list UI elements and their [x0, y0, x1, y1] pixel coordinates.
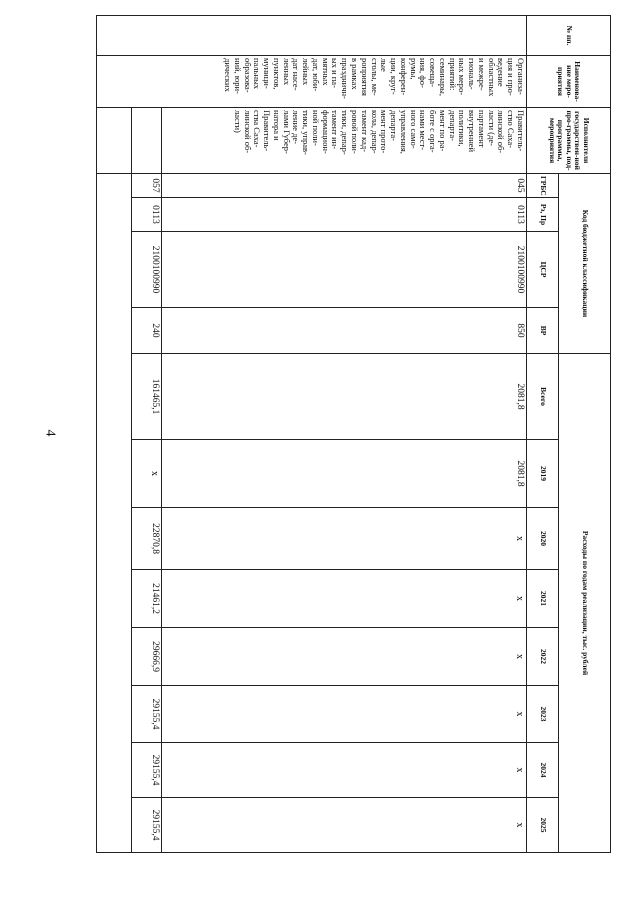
header-2022: 2022: [527, 628, 559, 686]
header-2024: 2024: [527, 743, 559, 798]
cell-csr: 2100100990: [132, 232, 162, 308]
cell-2025: 29155,4: [132, 798, 162, 853]
cell-empty: [97, 108, 132, 174]
budget-table: [96, 15, 611, 853]
header-name: Наименова-ние меро-приятия: [527, 56, 611, 108]
cell-2019: x: [132, 440, 162, 508]
cell-2022: 29666,9: [132, 628, 162, 686]
cell-grbs: 045: [162, 174, 527, 198]
header-2019: 2019: [527, 440, 559, 508]
cell-2023: x: [162, 686, 527, 743]
cell-2023: 29155,4: [132, 686, 162, 743]
header-budget-code: Код бюджетной классификации: [559, 174, 611, 354]
header-csr: ЦСР: [527, 232, 559, 308]
header-executors: Исполнители государствен-ной про-граммы, под-программы, мероприятия: [527, 108, 611, 174]
rotated-table-wrapper: [97, 15, 611, 841]
header-rz-pr: Рз, Пр: [527, 198, 559, 232]
header-row-top: [559, 16, 611, 853]
cell-rz-pr: 0113: [132, 198, 162, 232]
cell-2024: 29155,4: [132, 743, 162, 798]
header-total: Всего: [527, 354, 559, 440]
cell-no: [97, 16, 527, 56]
cell-2025: x: [162, 798, 527, 853]
cell-executor: Правитель- ство Саха- линской об- ласти (де- партамент внутренней политики, департа- мент по ра- боте с орга- нами мест- ного само- управления, департа- мент прото- кола, депар- тамент кад- ровой поли- тики, депар- тамент ин- формацион- ной поли- тики, управ- ление де- лами Губер- натора и Правитель- ства Саха- линской об- ласти): [162, 108, 527, 174]
cell-2022: x: [162, 628, 527, 686]
header-grbs: ГРБС: [527, 174, 559, 198]
cell-2019: 2081,8: [162, 440, 527, 508]
cell-grbs: 057: [132, 174, 162, 198]
header-2020: 2020: [527, 508, 559, 570]
page-number: 4: [42, 429, 58, 437]
cell-csr: 2100100990: [162, 232, 527, 308]
cell-total: 161465,1: [132, 354, 162, 440]
cell-2020: 22870,8: [132, 508, 162, 570]
header-expenses: Расходы по годам реализации, тыс. рублей: [559, 354, 611, 853]
header-no: № пп.: [527, 16, 611, 56]
header-2021: 2021: [527, 570, 559, 628]
cell-rz-pr: 0113: [162, 198, 527, 232]
cell-2021: x: [162, 570, 527, 628]
cell-vr: 850: [162, 308, 527, 354]
table-row: [162, 16, 527, 853]
table-row: [132, 16, 162, 853]
cell-event-name: Организа- ция и про- ведение областных и межре- гиональ- ных меро- приятий: семинары, совеща- ния, фо- румы, конферен- ции, круг- лые столы, ме- роприятия в рамках праздничн- ых и па- мятных дат, юби- лейных дат насе- ленных пунктов, муници- пальных образова- ний, юри- дических: [97, 56, 527, 108]
header-2023: 2023: [527, 686, 559, 743]
cell-executor: [132, 108, 162, 174]
header-2025: 2025: [527, 798, 559, 853]
table-row-continuation: [97, 16, 132, 853]
cell-vr: 240: [132, 308, 162, 354]
cell-2021: 21461,2: [132, 570, 162, 628]
cell-2024: x: [162, 743, 527, 798]
cell-total: 2081,8: [162, 354, 527, 440]
cell-2020: x: [162, 508, 527, 570]
cell-empty: [97, 174, 132, 853]
header-vr: ВР: [527, 308, 559, 354]
